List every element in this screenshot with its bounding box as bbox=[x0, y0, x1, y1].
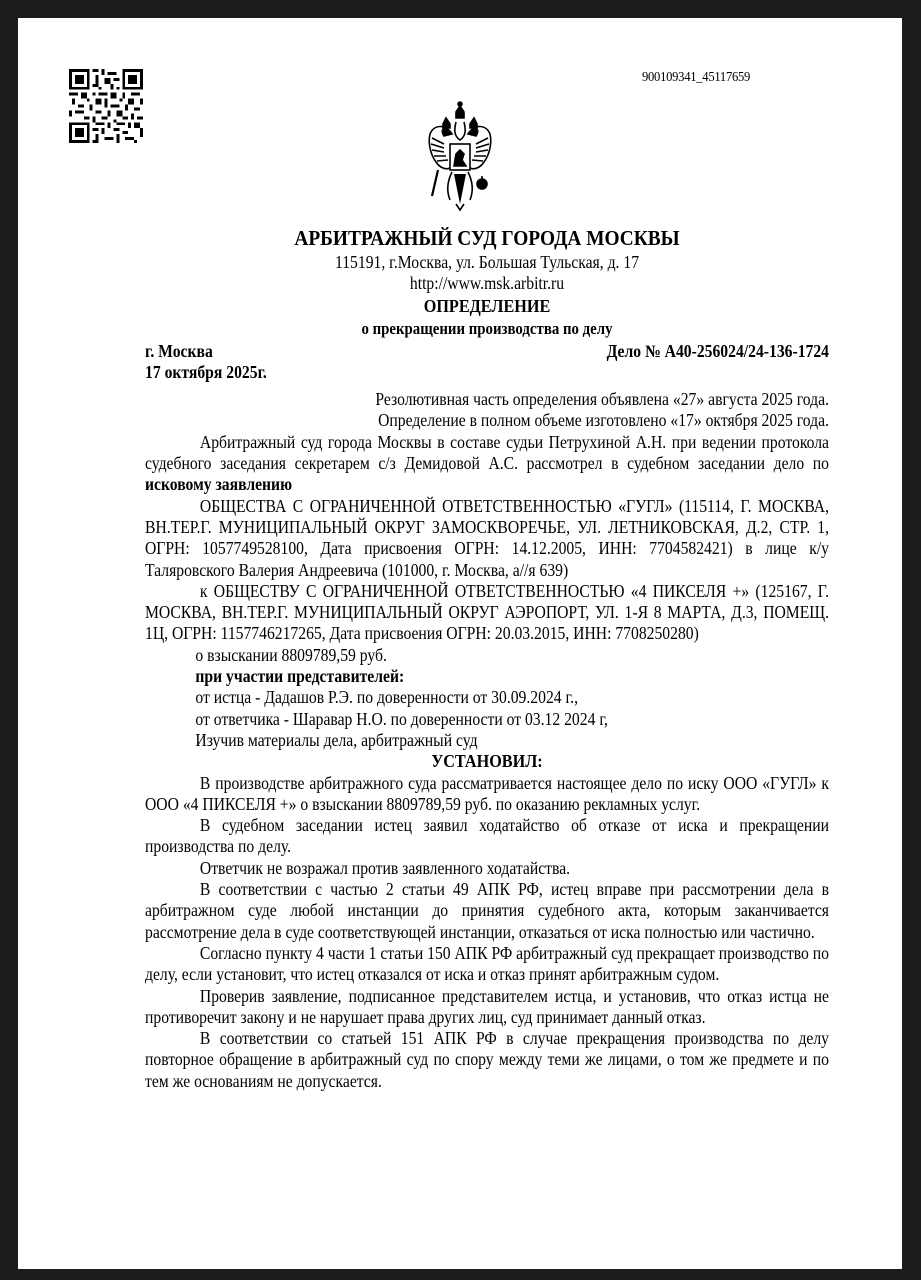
city-case-row bbox=[145, 341, 829, 362]
announcement-full: Определение в полном объеме изготовлено «17» октября 2025 года. bbox=[378, 410, 829, 431]
review-line: Изучив материалы дела, арбитражный суд bbox=[195, 729, 478, 750]
body-paragraph: В соответствии со статьей 151 АПК РФ в случае прекращения производства по делу повторное обращение в арбитражный суд по спору между теми же лицами, о том же предмете и по тем же основаниям не допускается. bbox=[145, 1028, 829, 1091]
representatives-heading: при участии представителей: bbox=[195, 666, 405, 687]
document-page bbox=[18, 18, 902, 1269]
intro-bold: исковому заявлению bbox=[145, 474, 293, 495]
plaintiff-representative: от истца - Дадашов Р.Э. по доверенности от 30.09.2024 г., bbox=[195, 687, 578, 708]
established-heading: УСТАНОВИЛ: bbox=[431, 751, 543, 772]
document-body bbox=[145, 224, 829, 1092]
intro-paragraph: Арбитражный суд города Москвы в составе судьи Петрухиной А.Н. при ведении протокола судебного заседания секретарем с/з Демидовой А.С. рассмотрел в судебном заседании дело по исковому заявлению bbox=[145, 431, 829, 495]
document-subtitle: о прекращении производства по делу bbox=[361, 318, 613, 338]
body-paragraph: Проверив заявление, подписанное представителем истца, и установив, что отказ истца не противоречит закону и не нарушает права других лиц, суд принимает данный отказ. bbox=[145, 985, 829, 1027]
body-paragraph: В производстве арбитражного суда рассматривается настоящее дело по иску ООО «ГУГЛ» к ООО «4 ПИКСЕЛЯ +» о взыскании 8809789,59 руб. по оказанию рекламных услуг. bbox=[145, 772, 829, 814]
announcement-resolution: Резолютивная часть определения объявлена «27» августа 2025 года. bbox=[375, 389, 829, 410]
court-name: АРБИТРАЖНЫЙ СУД ГОРОДА МОСКВЫ bbox=[294, 226, 680, 250]
defendant-representative: от ответчика - Шаравар Н.О. по доверенности от 03.12 2024 г, bbox=[195, 708, 608, 729]
document-type: ОПРЕДЕЛЕНИЕ bbox=[423, 295, 551, 316]
claim-line: о взыскании 8809789,59 руб. bbox=[195, 644, 387, 665]
document-date: 17 октября 2025г. bbox=[145, 361, 267, 382]
court-address: 115191, г.Москва, ул. Большая Тульская, д. 17 bbox=[334, 252, 640, 272]
coat-of-arms-icon bbox=[426, 100, 494, 212]
body-paragraph: Согласно пункту 4 части 1 статьи 150 АПК РФ арбитражный суд прекращает производство по делу, если установит, что истец отказался от иска и отказ принят арбитражным судом. bbox=[145, 942, 829, 985]
plaintiff-paragraph: ОБЩЕСТВА С ОГРАНИЧЕННОЙ ОТВЕТСТВЕННОСТЬЮ «ГУГЛ» (115114, Г. МОСКВА, ВН.ТЕР.Г. МУНИЦИПАЛЬНЫЙ ОКРУГ ЗАМОСКВОРЕЧЬЕ, УЛ. ЛЕТНИКОВСКАЯ, Д.2, СТР. 1, ОГРН: 1057749528100, Дата присвоения ОГРН: 14.12.2005, ИНН: 7704582421) в лице к/у Таляровского Валерия Андреевича (101000, г. Москва, а//я 639) bbox=[145, 495, 829, 580]
body-paragraph: В соответствии с частью 2 статьи 49 АПК РФ, истец вправе при рассмотрении дела в арбитражном суде любой инстанции до принятия судебного акта, которым заканчивается рассмотрение дела в суде соответствующей инстанции, отказаться от иска полностью или частично. bbox=[145, 879, 829, 942]
body-paragraph: Ответчик не возражал против заявленного ходатайства. bbox=[199, 857, 571, 878]
city: г. Москва bbox=[145, 340, 213, 361]
defendant-paragraph: к ОБЩЕСТВУ С ОГРАНИЧЕННОЙ ОТВЕТСТВЕННОСТЬЮ «4 ПИКСЕЛЯ +» (125167, Г. МОСКВА, ВН.ТЕР.Г. МУНИЦИПАЛЬНЫЙ ОКРУГ АЭРОПОРТ, УЛ. 1-Я 8 МАРТА, Д.3, ПОМЕЩ. 1Ц, ОГРН: 1157746217265, Дата присвоения ОГРН: 20.03.2015, ИНН: 7708250280) bbox=[145, 580, 829, 644]
document-id: 900109341_45117659 bbox=[642, 70, 751, 85]
court-website: http://www.msk.arbitr.ru bbox=[409, 273, 565, 294]
case-number: Дело № А40-256024/24-136-1724 bbox=[606, 340, 829, 361]
body-paragraph: В судебном заседании истец заявил ходатайство об отказе от иска и прекращении производства по делу. bbox=[145, 815, 829, 857]
qr-code-icon bbox=[69, 69, 143, 143]
